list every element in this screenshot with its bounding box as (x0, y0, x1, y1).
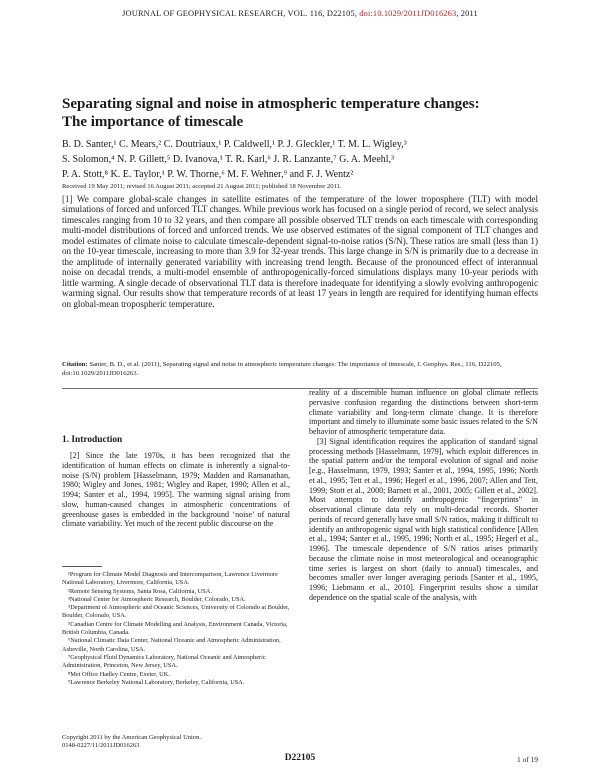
authors-line-1: B. D. Santer,¹ C. Mears,² C. Doutriaux,¹ P. Caldwell,¹ P. J. Gleckler,¹ T. M. L. Wigley,³ (62, 139, 407, 150)
footnote: ⁵Canadian Centre for Climate Modelling and Analysis, Environment Canada, Victoria, British Columbia, Canada. (62, 620, 288, 637)
article-id: D22105 (284, 753, 316, 763)
doi-link[interactable]: doi:10.1029/2011JD016263 (359, 9, 457, 18)
body-paragraph-3: [3] Signal identification requires the application of standard signal processing methods [Hasselmann, 1979], which exploit differences in the spatial pattern and/or the temporal evolution of signal and noise [e.g., Hasselmann, 1979, 1993; Santer et al., 1994, 1995, 1996; North et al., 1995; Tett et al., 1996; Hegerl et al., 1996, 2007; Allen and Tett, 1999; Stott et al., 2000; Barnett et al., 2001, 2005; Gillett et al., 2002]. Most attempts to identify anthropogenic “fingerprints” in observational climate data rely on multi-decadal records. Shorter periods of record generally have small S/N ratios, making it difficult to identify an anthropogenic signal with high statistical confidence [Allen et al., 1994; Santer et al., 1995, 1996; North et al., 1995; Hegerl et al., 1996]. The timescale dependence of S/N ratios arises primarily because the climate noise in most meteorological and oceanographic time series is largest on short (daily to annual) timescales, and becomes smaller over longer averaging periods [Santer et al., 1995, 1996; Liebmann et al., 2010]. Fingerprint results show a similar dependence on the spatial scale of the analysis, with (309, 436, 538, 602)
body-paragraph-continued: reality of a discernible human influence on global climate reflects pervasive confusion regarding the distinctions between short-term climate variability and long-term climate change. It is therefore important and timely to illuminate some basic issues related to the S/N behavior of atmospheric temperature data. (309, 388, 538, 436)
author-list (62, 137, 542, 183)
copyright-line: Copyright 2011 by the American Geophysical Union. (62, 734, 201, 741)
issn-line: 0148-0227/11/2011JD016263 (62, 742, 140, 750)
footnote: ²Remote Sensing Systems, Santa Rosa, California, USA. (68, 587, 212, 595)
journal-name: JOURNAL OF GEOPHYSICAL RESEARCH, VOL. 116, D22105, (122, 9, 360, 18)
right-column (309, 388, 538, 603)
running-header (0, 9, 600, 18)
citation (62, 361, 538, 379)
footnote: ⁹Lawrence Berkeley National Laboratory, Berkeley, California, USA. (68, 678, 245, 686)
title-line-1: Separating signal and noise in atmospheric temperature changes: (62, 96, 480, 112)
footnote: ⁶National Climatic Data Center, National Oceanic and Atmospheric Administration, Asheville, North Carolina, USA. (62, 637, 281, 653)
publication-dates: Received 19 May 2011; revised 16 August 2011; accepted 21 August 2011; published 18 November 2011. (62, 183, 342, 190)
citation-text: Santer, B. D., et al. (2011), Separating signal and noise in atmospheric temperature changes: The importance of timescale, J. Geophys. Res., 116, D22105, doi:10.1029/2011JD016263. (62, 361, 502, 377)
paper-title (62, 95, 532, 131)
title-line-2: The importance of timescale (62, 114, 244, 130)
footnote: ⁷Geophysical Fluid Dynamics Laboratory, National Oceanic and Atmospheric Administration, Princeton, New Jersey, USA. (62, 653, 266, 670)
footnote: ⁸Met Office Hadley Centre, Exeter, UK. (68, 670, 170, 678)
affiliation-footnotes (62, 571, 290, 687)
header-year: , 2011 (456, 9, 478, 18)
authors-line-3: P. A. Stott,⁸ K. E. Taylor,¹ P. W. Thorne,⁶ M. F. Wehner,⁹ and F. J. Wentz² (62, 169, 354, 181)
abstract-text: We compare global-scale changes in satellite estimates of the temperature of the lower troposphere (TLT) with model simulations of forced and unforced TLT changes. While previous work has focused on a single period of record, we select analysis timescales ranging from 10 to 32 years, and then compare all possible observed TLT trends on each timescale with corresponding multi-model distributions of forced and unforced trends. We use observed estimates of the signal component of TLT changes and model estimates of climate noise to calculate timescale-dependent signal-to-noise ratios (S/N). These ratios are small (less than 1) on the 10-year timescale, increasing to more than 3.9 for 32-year trends. This large change in S/N is primarily due to a decrease in the amplitude of internally generated variability with increasing trend length. Because of the pronounced effect of interannual noise on decadal trends, a multi-model ensemble of anthropogenically-forced simulations displays many 10-year periods with little warming. A single decade of observational TLT data is therefore inadequate for identifying a slowly evolving anthropogenic warming signal. Our results show that temperature records of at least 17 years in length are required for identifying human effects on global-mean tropospheric temperature. (62, 194, 538, 309)
footnote: ³National Center for Atmospheric Research, Boulder, Colorado, USA. (68, 595, 246, 603)
body-paragraph-2: [2] Since the late 1970s, it has been recognized that the identification of human effects on climate is inherently a signal-to-noise (S/N) problem [Hasselmann, 1979; Madden and Ramanathan, 1980; Wigley and Jones, 1981; Wigley and Raper, 1990; Allen et al., 1994; Santer et al., 1994, 1995]. The warming signal arising from slow, human-caused changes in atmospheric concentrations of greenhouse gases is embedded in the background ‘noise’ of natural climate variability. Yet much of the recent public discourse on the (62, 451, 290, 529)
abstract-paragraph-number: [1] (62, 194, 73, 204)
authors-line-2: S. Solomon,⁴ N. P. Gillett,⁵ D. Ivanova,¹ T. R. Karl,⁶ J. R. Lanzante,⁷ G. A. Meehl,³ (62, 154, 395, 166)
section-heading-introduction: 1. Introduction (62, 435, 123, 445)
page-number: 1 of 19 (517, 755, 538, 764)
footnote: ⁴Department of Atmospheric and Oceanic Sciences, University of Colorado at Boulder, Boulder, Colorado, USA. (62, 604, 290, 620)
footnote-divider (62, 566, 102, 567)
citation-label: Citation: (62, 361, 88, 368)
copyright-notice (62, 734, 290, 750)
footnote: ¹Program for Climate Model Diagnosis and Intercomparison, Lawrence Livermore National Laboratory, Livermore, California, USA. (62, 571, 278, 587)
left-column (62, 451, 290, 529)
abstract (62, 194, 538, 309)
